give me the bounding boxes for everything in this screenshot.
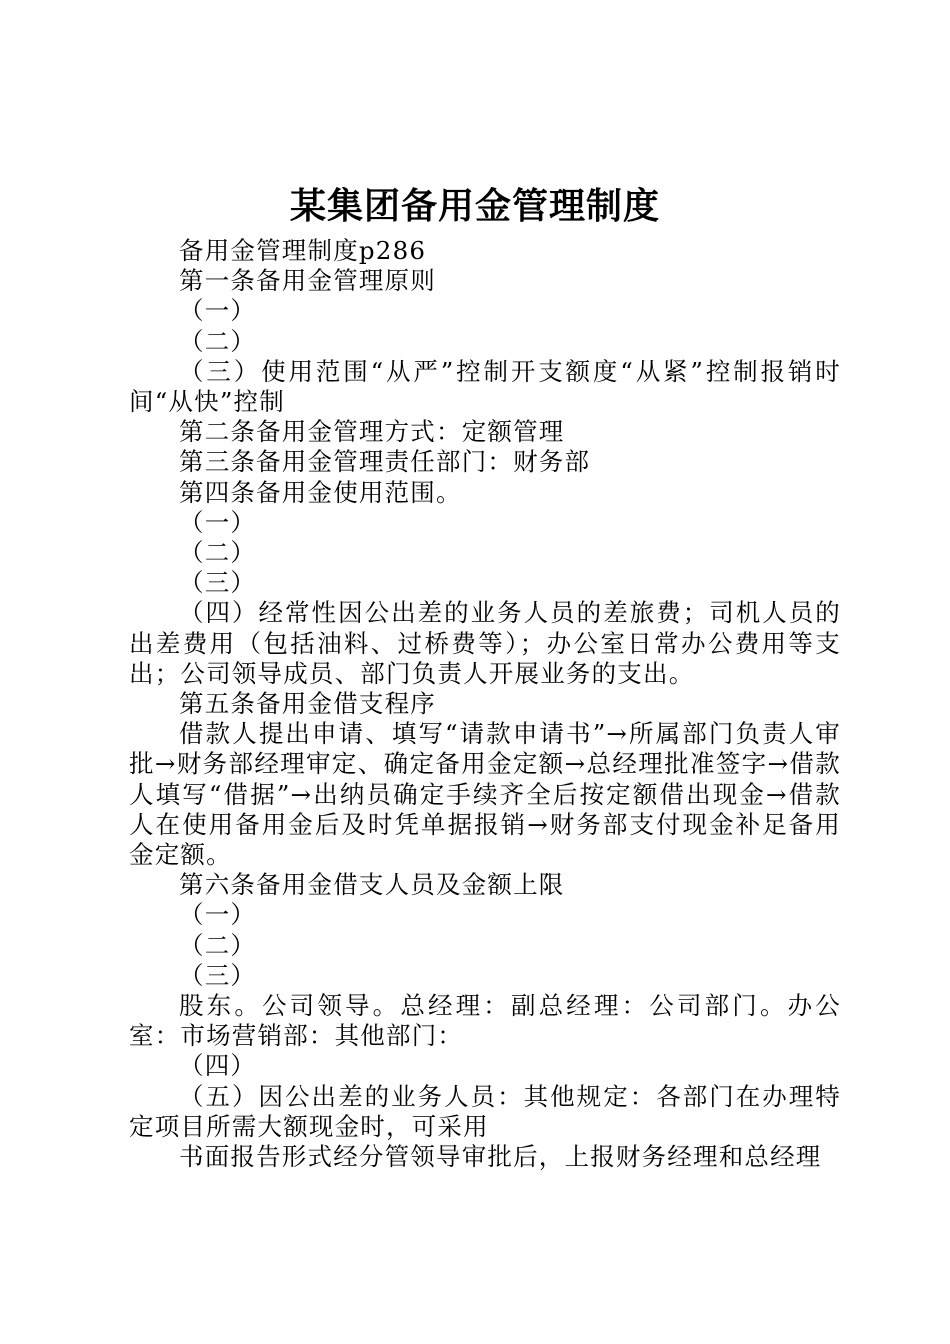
list-item: （二） <box>179 930 257 960</box>
closing-paragraph: 书面报告形式经分管领导审批后，上报财务经理和总经理 <box>179 1142 822 1172</box>
procedure-paragraph: 借款人提出申请、填写“请款申请书”→所属部门负责人审批→财务部经理审定、确定备用金定额→总经理批准签字→借款人填写“借据”→出纳员确定手续齐全后按定额借出现金→借款人在使用备用金后及时凭单据报销→财务部支付现金补足备用金定额。 <box>129 719 841 870</box>
document-body <box>129 236 841 1172</box>
article-5-heading: 第五条备用金借支程序 <box>179 689 436 719</box>
list-item: （三） <box>179 960 257 990</box>
document-title: 某集团备用金管理制度 <box>289 186 660 227</box>
paragraph-1: 备用金管理制度p286 <box>179 236 427 265</box>
list-item: （五）因公出差的业务人员：其他规定：各部门在办理特定项目所需大额现金时，可采用 <box>129 1081 841 1141</box>
article-2-heading: 第二条备用金管理方式：定额管理 <box>179 417 565 447</box>
list-item: （一） <box>179 507 257 537</box>
personnel-paragraph: 股东。公司领导。总经理：副总经理：公司部门。办公室：市场营销部：其他部门： <box>129 991 841 1051</box>
list-item: （三）使用范围“从严”控制开支额度“从紧”控制报销时间“从快”控制 <box>129 356 841 417</box>
list-item: （一） <box>179 296 257 326</box>
list-item: （四） <box>179 1051 257 1081</box>
article-4-heading: 第四条备用金使用范围。 <box>179 477 462 507</box>
list-item: （二） <box>179 538 257 568</box>
article-6-heading: 第六条备用金借支人员及金额上限 <box>179 870 565 900</box>
article-1-heading: 第一条备用金管理原则 <box>179 266 436 296</box>
list-item: （一） <box>179 900 257 930</box>
list-item: （三） <box>179 568 257 598</box>
list-item: （二） <box>179 326 257 356</box>
article-3-heading: 第三条备用金管理责任部门：财务部 <box>179 447 591 477</box>
list-item: （四）经常性因公出差的业务人员的差旅费；司机人员的出差费用（包括油料、过桥费等）；办公室日常办公费用等支出；公司领导成员、部门负责人开展业务的支出。 <box>129 598 841 688</box>
